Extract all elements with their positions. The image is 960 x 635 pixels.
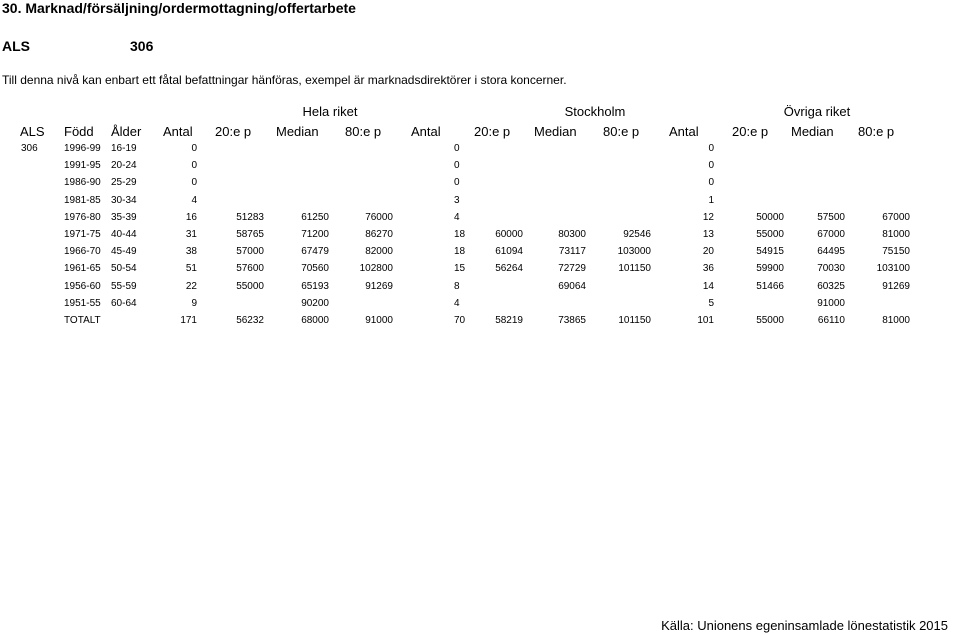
table-cell-hela-median: 68000 (301, 315, 329, 326)
table-cell-fodd: 1996-99 (64, 143, 101, 154)
table-cell-sthlm-p80: 101150 (618, 263, 651, 275)
header-ovriga-median: Median (791, 124, 834, 139)
header-sthlm-p20: 20:e p (474, 124, 511, 139)
table-cell-alder: 45-49 (111, 246, 137, 258)
table-cell-hela-antal: 4 (191, 194, 197, 206)
header-ovriga-p80: 80:e p (858, 124, 895, 139)
table-cell-ovriga-p80: 81000 (882, 315, 910, 326)
header-hela-p80: 80:e p (345, 124, 382, 139)
table-cell-ovriga-median: 64495 (817, 246, 845, 258)
table-cell-ovriga-median: 70030 (817, 263, 845, 275)
table-cell-sthlm-median: 69064 (558, 280, 586, 292)
header-fodd: Född (64, 124, 94, 139)
table-cell-hela-antal: 51 (185, 263, 197, 275)
table-cell-sthlm-median: 72729 (558, 263, 586, 275)
table-cell-sthlm-p80: 101150 (618, 315, 651, 326)
header-hela-median: Median (276, 124, 319, 139)
header-sthlm-antal: Antal (411, 124, 441, 139)
table-cell-hela-antal: 22 (185, 280, 197, 292)
table-cell-hela-p80: 82000 (365, 246, 393, 258)
table-cell-hela-median: 67479 (301, 246, 329, 258)
table-cell-fodd: 1971-75 (64, 229, 101, 240)
table-cell-ovriga-p20: 50000 (756, 211, 784, 223)
table-cell-ovriga-antal: 14 (702, 280, 714, 292)
table-cell-fodd: 1951-55 (64, 297, 101, 309)
table-cell-hela-p20: 51283 (236, 211, 264, 223)
table-cell-ovriga-median: 60325 (817, 280, 845, 292)
table-cell-sthlm-antal: 8 (454, 280, 460, 292)
table-cell-ovriga-antal: 101 (697, 315, 714, 326)
table-cell-sthlm-antal: 0 (454, 160, 460, 172)
header-hela-p20: 20:e p (215, 124, 252, 139)
table-cell-hela-median: 90200 (301, 297, 329, 309)
table-cell-alder: 50-54 (111, 263, 137, 275)
table-cell-ovriga-p80: 91269 (882, 280, 910, 292)
table-cell-fodd: 1961-65 (64, 263, 101, 275)
header-sthlm-p80: 80:e p (603, 124, 640, 139)
table-cell-hela-antal: 16 (185, 211, 197, 223)
table-cell-ovriga-antal: 5 (708, 297, 714, 309)
source-note: Källa: Unionens egeninsamlade lönestatistik 2015 (661, 618, 948, 633)
table-cell-ovriga-median: 91000 (817, 297, 845, 309)
table-cell-sthlm-median: 73865 (558, 315, 586, 326)
table-cell-alder: 20-24 (111, 160, 137, 172)
table-cell-sthlm-p80: 92546 (623, 229, 651, 240)
table-cell-hela-antal: 0 (191, 143, 197, 154)
table-cell-ovriga-median: 67000 (817, 229, 845, 240)
table-cell-ovriga-antal: 13 (702, 229, 714, 240)
table-cell-sthlm-antal: 0 (454, 177, 460, 189)
table-cell-sthlm-antal: 3 (454, 194, 460, 206)
table-cell-hela-p20: 57600 (236, 263, 264, 275)
table-cell-hela-p20: 56232 (236, 315, 264, 326)
table-cell-hela-p80: 91000 (365, 315, 393, 326)
description-note: Till denna nivå kan enbart ett fåtal befattningar hänföras, exempel är marknadsdirektörer i stora koncerner. (2, 73, 567, 87)
table-cell-alder: 60-64 (111, 297, 137, 309)
table-cell-hela-antal: 38 (185, 246, 197, 258)
table-cell-ovriga-p80: 75150 (882, 246, 910, 258)
als-code-label: ALS (2, 38, 30, 54)
als-code-value: 306 (130, 38, 154, 54)
table-cell-fodd: 1966-70 (64, 246, 101, 258)
table-cell-alder: 25-29 (111, 177, 137, 189)
table-cell-hela-median: 61250 (301, 211, 329, 223)
table-cell-hela-p20: 58765 (236, 229, 264, 240)
table-cell-sthlm-antal: 15 (454, 263, 466, 275)
table-cell-alder: 55-59 (111, 280, 137, 292)
table-cell-ovriga-antal: 0 (708, 143, 714, 154)
table-cell-hela-antal: 9 (191, 297, 197, 309)
table-cell-ovriga-p20: 54915 (756, 246, 784, 258)
table-cell-als: 306 (21, 143, 38, 154)
group-stockholm: Stockholm (564, 104, 626, 119)
table-cell-sthlm-antal: 4 (454, 297, 460, 309)
table-cell-ovriga-p20: 55000 (756, 229, 784, 240)
table-cell-fodd: 1991-95 (64, 160, 101, 172)
table-cell-ovriga-p20: 55000 (756, 315, 784, 326)
header-als: ALS (20, 124, 45, 139)
table-cell-alder: 16-19 (111, 143, 137, 154)
table-cell-hela-antal: 31 (185, 229, 197, 240)
table-cell-sthlm-p20: 60000 (495, 229, 523, 240)
table-cell-sthlm-antal: 70 (454, 315, 466, 326)
table-cell-sthlm-p20: 58219 (495, 315, 523, 326)
table-cell-fodd: TOTALT (64, 315, 101, 326)
table-cell-alder: 35-39 (111, 211, 137, 223)
header-ovriga-p20: 20:e p (732, 124, 769, 139)
table-cell-hela-p20: 57000 (236, 246, 264, 258)
table-cell-hela-p80: 86270 (365, 229, 393, 240)
table-cell-alder: 40-44 (111, 229, 137, 240)
table-cell-sthlm-p80: 103000 (617, 246, 651, 258)
table-cell-ovriga-antal: 0 (708, 177, 714, 189)
table-cell-sthlm-antal: 18 (454, 229, 466, 240)
table-cell-fodd: 1956-60 (64, 280, 101, 292)
header-ovriga-antal: Antal (669, 124, 699, 139)
table-cell-hela-p20: 55000 (236, 280, 264, 292)
table-cell-ovriga-antal: 1 (708, 194, 714, 206)
table-cell-sthlm-antal: 4 (454, 211, 460, 223)
header-alder: Ålder (111, 124, 142, 139)
table-cell-hela-antal: 0 (191, 160, 197, 172)
group-hela-riket: Hela riket (302, 104, 358, 119)
table-cell-ovriga-antal: 12 (702, 211, 714, 223)
table-cell-hela-p80: 76000 (365, 211, 393, 223)
table-cell-alder: 30-34 (111, 194, 137, 206)
page-title: 30. Marknad/försäljning/ordermottagning/offertarbete (2, 0, 356, 16)
table-cell-ovriga-median: 57500 (817, 211, 845, 223)
table-cell-ovriga-p20: 51466 (756, 280, 784, 292)
table-cell-ovriga-p80: 103100 (876, 263, 910, 275)
table-cell-sthlm-median: 80300 (558, 229, 586, 240)
header-sthlm-median: Median (534, 124, 577, 139)
table-cell-ovriga-antal: 36 (702, 263, 714, 275)
table-cell-sthlm-antal: 0 (454, 143, 460, 154)
table-cell-hela-median: 71200 (301, 229, 329, 240)
table-cell-fodd: 1986-90 (64, 177, 101, 189)
table-cell-ovriga-antal: 0 (708, 160, 714, 172)
group-ovriga-riket: Övriga riket (783, 104, 851, 119)
table-cell-hela-p80: 102800 (359, 263, 393, 275)
table-cell-ovriga-median: 66110 (817, 315, 845, 326)
table-cell-hela-median: 70560 (301, 263, 329, 275)
table-cell-ovriga-p20: 59900 (756, 263, 784, 275)
table-cell-fodd: 1981-85 (64, 194, 101, 206)
table-cell-sthlm-p20: 61094 (495, 246, 523, 258)
table-cell-ovriga-p80: 67000 (882, 211, 910, 223)
table-cell-hela-median: 65193 (301, 280, 329, 292)
table-cell-sthlm-antal: 18 (454, 246, 466, 258)
table-cell-hela-p80: 91269 (365, 280, 393, 292)
table-cell-ovriga-antal: 20 (702, 246, 714, 258)
table-cell-hela-antal: 171 (180, 315, 197, 326)
table-cell-ovriga-p80: 81000 (882, 229, 910, 240)
table-cell-sthlm-median: 73117 (558, 246, 586, 258)
header-hela-antal: Antal (163, 124, 193, 139)
table-cell-hela-antal: 0 (191, 177, 197, 189)
table-cell-fodd: 1976-80 (64, 211, 101, 223)
table-cell-sthlm-p20: 56264 (495, 263, 523, 275)
